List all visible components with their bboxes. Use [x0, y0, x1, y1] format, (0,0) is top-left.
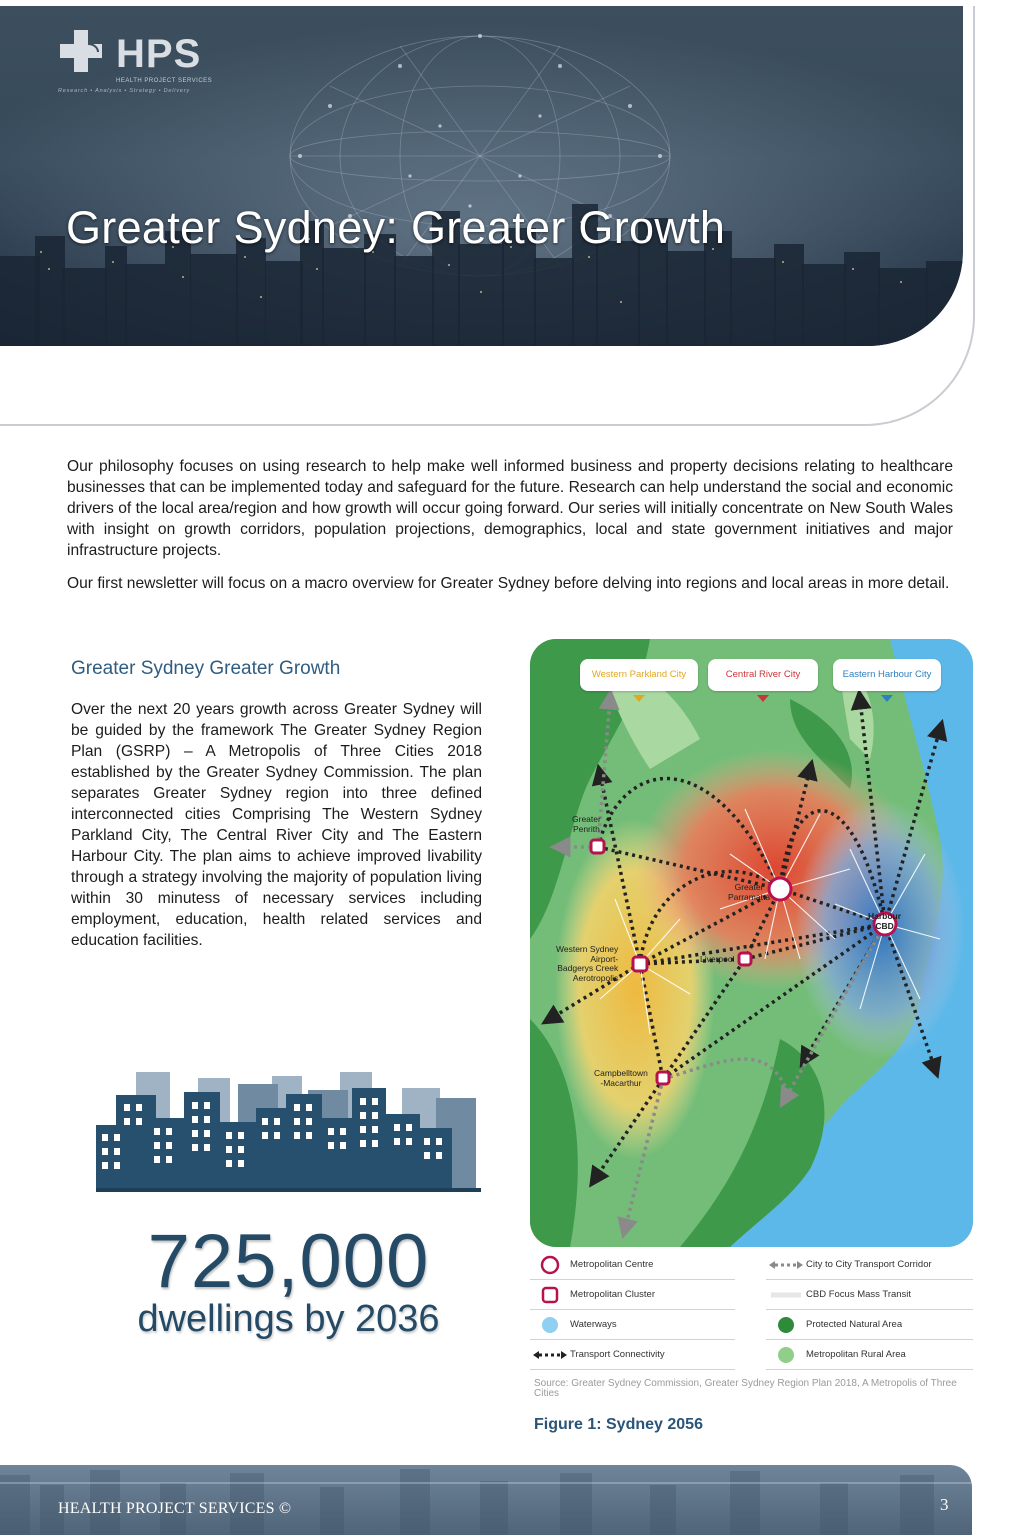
- logo-subtitle: HEALTH PROJECT SERVICES: [116, 78, 213, 84]
- page-footer: [0, 1465, 972, 1535]
- label-greater-parramatta: Greater Parramatta: [728, 882, 771, 902]
- map-legend: [530, 1250, 973, 1372]
- legend-metropolitan-cluster: Metropolitan Cluster: [530, 1280, 735, 1310]
- legend-transport-connectivity: Transport Connectivity: [530, 1340, 735, 1370]
- section-heading: Greater Sydney Greater Growth: [71, 658, 341, 679]
- label-harbour-cbd: Harbour CBD: [868, 911, 902, 931]
- label-western-sydney-airport: Western Sydney Airport- Badgerys Creek Aerotropolis: [556, 944, 619, 983]
- footer-company: HEALTH PROJECT SERVICES ©: [58, 1500, 292, 1517]
- black-dotted-arrow-icon: [533, 1348, 567, 1362]
- tab-pointers: [530, 639, 973, 719]
- rural-dot-icon: [776, 1345, 796, 1365]
- tab-western-parkland-city: Western Parkland City: [580, 659, 698, 691]
- logo-text: HPS: [116, 32, 202, 76]
- label-greater-penrith: Greater Penrith: [572, 814, 601, 834]
- intro-text: [67, 456, 953, 606]
- section-body: Over the next 20 years growth across Greater Sydney will be guided by the framework The Greater Sydney Region Plan (GSRP) – A Metropolis of Three Cities 2018 established by the Greater Sydney Commission. The plan separates Greater Sydney region into three defined interconnected cities Comprising The Western Sydney Parkland City, The Central River City and The Eastern Harbour City. The plan aims to achieve improved livability through a strategy involving the majority of population living within 30 minutess of necessary services including employment, education, health related services and education facilities.: [71, 701, 482, 949]
- header-banner: [0, 0, 985, 430]
- dwellings-caption: dwellings by 2036: [137, 1298, 440, 1340]
- cluster-square-icon: [540, 1285, 560, 1305]
- legend-metropolitan-centre: Metropolitan Centre: [530, 1250, 735, 1280]
- protected-dot-icon: [776, 1315, 796, 1335]
- legend-city-corridor: City to City Transport Corridor: [766, 1250, 973, 1280]
- legend-waterways: Waterways: [530, 1310, 735, 1340]
- dwellings-number: 725,000: [147, 1219, 430, 1304]
- intro-paragraph-1: Our philosophy focuses on using research to help make well informed business and property decisions relating to healthcare businesses that can be implemented today and safeguard for the future. Research can help understand the social and economic drivers of the local area/region and how growth will occur going forward. Our series will initially concentrate on New South Wales with insight on growth corridors, population projections, demographics, local and state government initiatives and major infrastructure projects.: [67, 458, 953, 559]
- label-liverpool: Liverpool: [700, 954, 735, 964]
- medical-cross-icon: [58, 30, 110, 74]
- hps-logo: [58, 30, 238, 100]
- logo-tagline: Research • Analysis • Strategy • Delivery: [58, 88, 190, 94]
- page-title: Greater Sydney: Greater Growth: [66, 202, 726, 253]
- label-campbelltown: Campbelltown -Macarthur: [594, 1068, 648, 1088]
- map-source: Source: Greater Sydney Commission, Greater Sydney Region Plan 2018, A Metropolis of Three Cities: [534, 1378, 957, 1399]
- centre-circle-icon: [540, 1255, 560, 1275]
- grey-dotted-arrow-icon: [769, 1258, 803, 1272]
- legend-rural-area: Metropolitan Rural Area: [766, 1340, 973, 1370]
- sydney-map: [530, 639, 973, 1247]
- tab-central-river-city: Central River City: [708, 659, 818, 691]
- figure-caption: Figure 1: Sydney 2056: [534, 1416, 703, 1433]
- white-line-icon: [769, 1288, 803, 1302]
- legend-cbd-transit: CBD Focus Mass Transit: [766, 1280, 973, 1310]
- waterways-dot-icon: [540, 1315, 560, 1335]
- intro-paragraph-2: Our first newsletter will focus on a macro overview for Greater Sydney before delving into regions and local areas in more detail.: [67, 575, 950, 592]
- map-graphic: [530, 639, 973, 1247]
- page-number: 3: [940, 1495, 949, 1514]
- hero-image: [0, 6, 963, 346]
- legend-protected-area: Protected Natural Area: [766, 1310, 973, 1340]
- tab-eastern-harbour-city: Eastern Harbour City: [833, 659, 941, 691]
- buildings-icon: [96, 1070, 481, 1200]
